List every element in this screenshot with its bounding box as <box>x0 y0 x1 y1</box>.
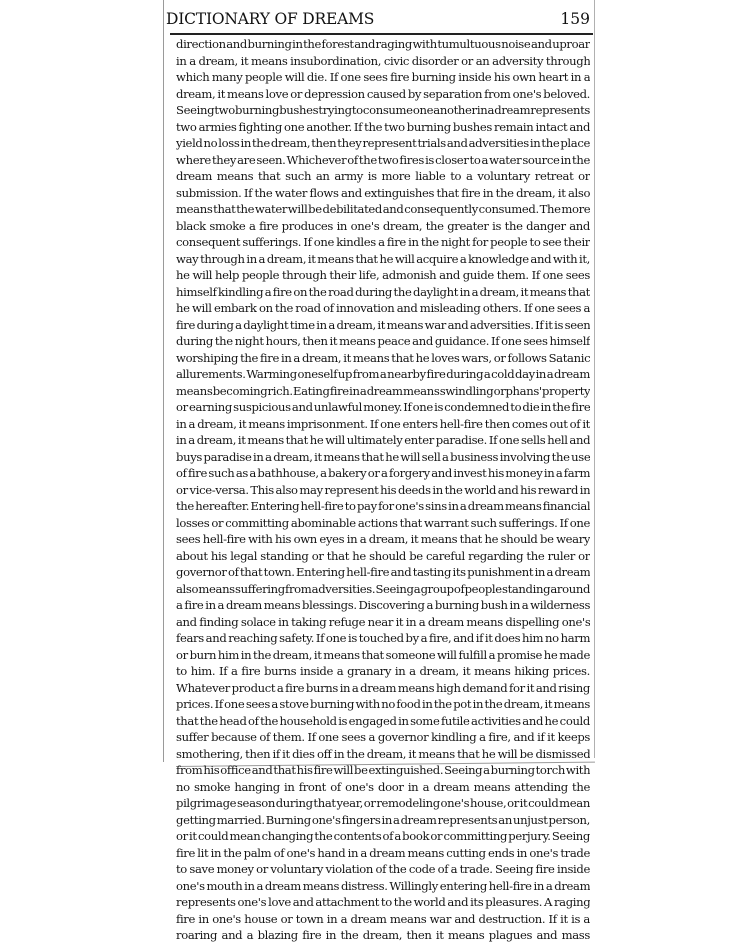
text-line: yield no loss in the dream, then they represent trials and adversities in the place <box>176 136 590 150</box>
text-line: to him. If a fire burns inside a granary in a dream, it means hiking prices. <box>176 664 590 678</box>
text-line: prices. If one sees a stove burning with no food in the pot in the dream, it means <box>176 697 590 711</box>
text-line: submission. If the water flows and extinguishes that fire in the dream, it also <box>176 185 590 200</box>
text-line: Whatever product a fire burns in a dream means high demand for it and rising <box>176 680 590 695</box>
text-line: governor of that town. Entering hell-fire and tasting its punishment in a dream <box>176 565 590 579</box>
text-line: also means suffering from adversities. Seeing a group of people standing around <box>176 581 590 596</box>
text-line: way through in a dream, it means that he will acquire a knowledge and with it, <box>176 251 590 266</box>
header-rule <box>170 33 593 35</box>
text-line: means that the water will be debilitated and consequently consumed. The more <box>176 202 590 216</box>
text-line: buys paradise in a dream, it means that he will sell a business involving the use <box>176 449 590 464</box>
text-line: Seeing two burning bushes trying to consume one another in a dream represents <box>176 103 590 117</box>
text-line: represents one's love and attachment to the world and its pleasures. A raging <box>176 895 590 909</box>
text-line: two armies fighting one another. If the two burning bushes remain intact and <box>176 119 590 134</box>
text-line: about his legal standing or that he should be careful regarding the ruler or <box>176 548 590 563</box>
page-number: 159 <box>560 10 590 28</box>
text-line: dream, it means love or depression caused by separation from one's beloved. <box>176 86 590 101</box>
text-line: fire lit in the palm of one's hand in a dream means cutting ends in one's trade <box>176 845 590 860</box>
running-header <box>166 10 594 32</box>
text-line: worshiping the fire in a dream, it means that he loves wars, or follows Satanic <box>176 350 590 365</box>
text-line: in a dream, it means imprisonment. If one enters hell-fire then comes out of it <box>176 416 590 431</box>
text-line: one's mouth in a dream means distress. Willingly entering hell-fire in a dream <box>176 878 590 893</box>
text-line: during the night hours, then it means peace and guidance. If one sees himself <box>176 334 590 348</box>
text-line: himself kindling a fire on the road during the daylight in a dream, it means that <box>176 284 590 299</box>
text-line: and finding solace in taking refuge near it in a dream means dispelling one's <box>176 614 590 629</box>
text-line: getting married. Burning one's fingers in a dream represents an unjust person, <box>176 812 590 827</box>
text-line: in a dream, it means insubordination, civic disorder or an adversity through <box>176 53 590 68</box>
text-line: or it could mean changing the contents of a book or committing perjury. Seeing <box>176 829 590 843</box>
text-line: from his office and that his fire will be extinguished. Seeing a burning torch with <box>176 763 590 777</box>
text-line: roaring and a blazing fire in the dream, then it means plagues and mass <box>176 928 590 942</box>
text-line: to save money or voluntary violation of the code of a trade. Seeing fire inside <box>176 862 590 876</box>
text-line: the hereafter. Entering hell-fire to pay for one's sins in a dream means financial <box>176 499 590 513</box>
text-line: a fire in a dream means blessings. Discovering a burning bush in a wilderness <box>176 598 590 612</box>
text-line: no smoke hanging in front of one's door in a dream means attending the <box>176 779 590 794</box>
text-line: dream means that such an army is more liable to a voluntary retreat or <box>176 169 590 183</box>
text-line: black smoke a fire produces in one's dream, the greater is the danger and <box>176 218 590 233</box>
page-left-border <box>163 0 164 762</box>
text-line: smothering, then if it dies off in the dream, it means that he will be dismissed <box>176 746 590 761</box>
text-line: or vice-versa. This also may represent his deeds in the world and his reward in <box>176 482 590 497</box>
body-text <box>176 36 590 944</box>
text-line: allurements. Warming oneself up from a nearby fire during a cold day in a dream <box>176 367 590 381</box>
text-line: that the head of the household is engaged in some futile activities and he could <box>176 713 590 728</box>
text-line: he will embark on the road of innovation and misleading others. If one sees a <box>176 301 590 315</box>
text-line: consequent sufferings. If one kindles a fire in the night for people to see their <box>176 235 590 249</box>
text-line: where they are seen. Whichever of the two fires is closer to a water source in the <box>176 152 590 167</box>
page-right-border <box>594 0 595 758</box>
book-title: DICTIONARY OF DREAMS <box>166 10 375 28</box>
text-line: in a dream, it means that he will ultimately enter paradise. If one sells hell and <box>176 433 590 447</box>
text-line: pilgrimage season during that year, or remodeling one's house, or it could mean <box>176 796 590 810</box>
text-line: or earning suspicious and unlawful money. If one is condemned to die in the fire <box>176 400 590 414</box>
text-line: or burn him in the dream, it means that someone will fulfill a promise he made <box>176 647 590 662</box>
text-line: sees hell-fire with his own eyes in a dream, it means that he should be weary <box>176 532 590 546</box>
text-line: fire in one's house or town in a dream means war and destruction. If it is a <box>176 911 590 926</box>
text-line: suffer because of them. If one sees a governor kindling a fire, and if it keeps <box>176 730 590 744</box>
text-line: fears and reaching safety. If one is touched by a fire, and if it does him no harm <box>176 631 590 645</box>
text-line: fire during a daylight time in a dream, it means war and adversities. If it is seen <box>176 317 590 332</box>
text-line: losses or committing abominable actions that warrant such sufferings. If one <box>176 515 590 530</box>
text-line: means becoming rich. Eating fire in a dream means swindling orphans' property <box>176 383 590 398</box>
text-line: direction and burning in the forest and raging with tumultuous noise and uproar <box>176 37 590 51</box>
text-line: he will help people through their life, admonish and guide them. If one sees <box>176 268 590 282</box>
text-line: of fire such as a bathhouse, a bakery or a forgery and invest his money in a farm <box>176 466 590 480</box>
text-line: which many people will die. If one sees fire burning inside his own heart in a <box>176 70 590 84</box>
